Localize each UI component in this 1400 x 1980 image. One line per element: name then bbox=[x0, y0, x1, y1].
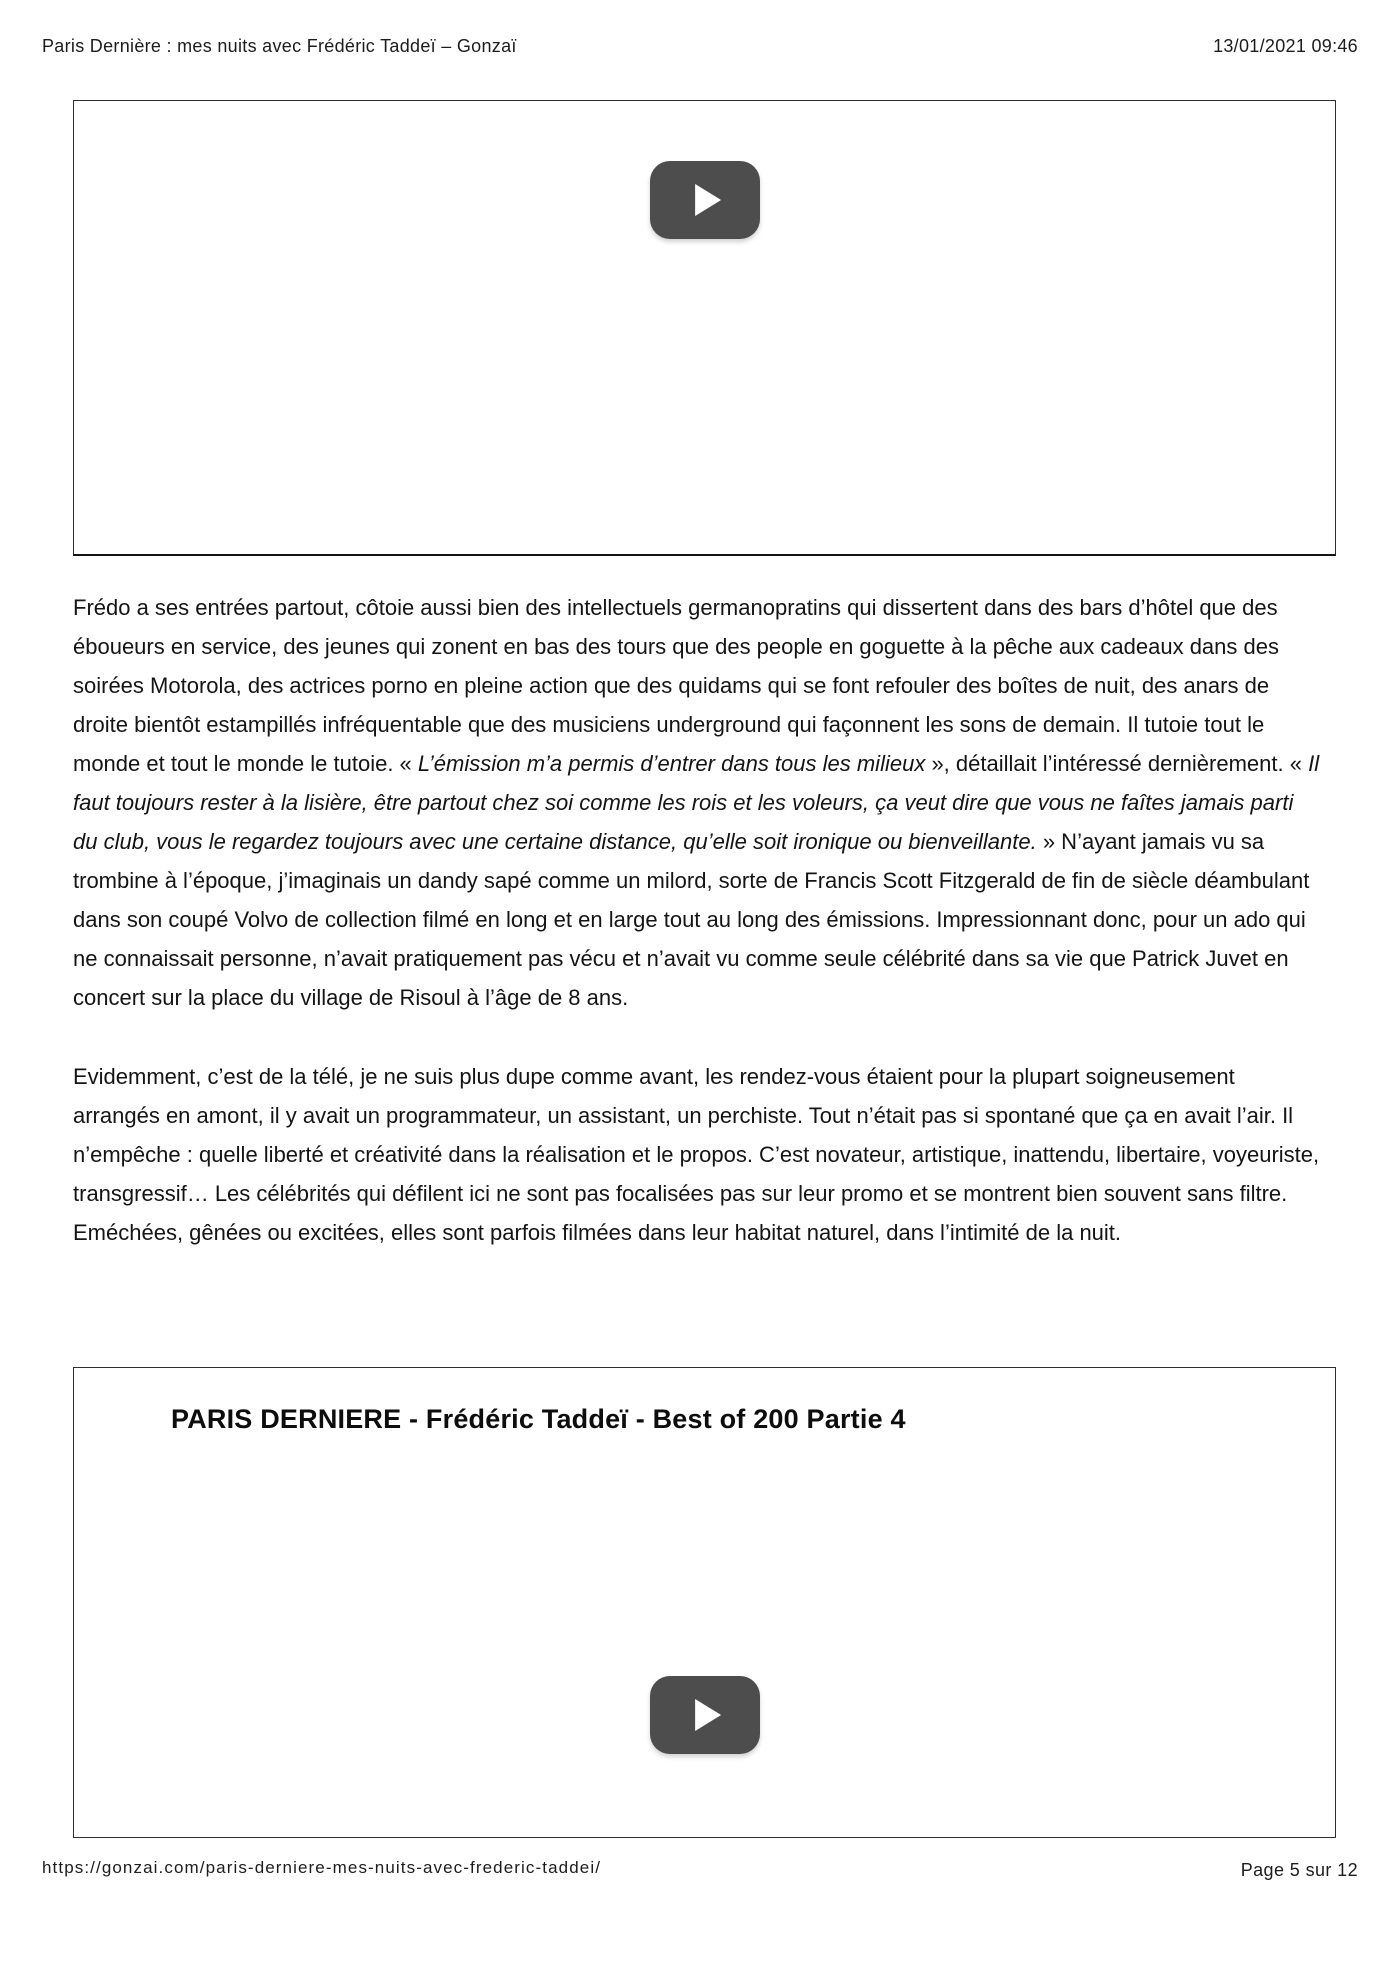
page-header-title: Paris Dernière : mes nuits avec Frédéric Taddeï – Gonzaï bbox=[42, 36, 517, 56]
video-embed-1 bbox=[73, 100, 1336, 556]
play-icon[interactable] bbox=[650, 1676, 760, 1754]
video-title-link[interactable]: PARIS DERNIERE - Frédéric Taddeï - Best of 200 Partie 4 bbox=[171, 1404, 906, 1434]
video-embed-2 bbox=[73, 1367, 1336, 1838]
article-paragraph: Evidemment, c’est de la télé, je ne suis plus dupe comme avant, les rendez-vous étaient pour la plupart soigneusement arrangés en amont, il y avait un programmateur, un assistant, un perchiste. Tout n’était pas si spontané que ça en avait l’air. Il n’empêche : quelle liberté et créativité dans la réalisation et le propos. C’est novateur, artistique, inattendu, libertaire, voyeuriste, transgressif… Les célébrités qui défilent ici ne sont pas focalisées pas sur leur promo et se montrent bien souvent sans filtre. Eméchées, gênées ou excitées, elles sont parfois filmées dans leur habitat naturel, dans l’intimité de la nuit. bbox=[73, 1064, 1320, 1245]
page-footer-number: Page 5 sur 12 bbox=[1240, 1860, 1358, 1880]
article-body bbox=[73, 588, 1321, 1292]
play-icon[interactable] bbox=[650, 161, 760, 239]
page-footer-url: https://gonzai.com/paris-derniere-mes-nuits-avec-frederic-taddei/ bbox=[42, 1858, 602, 1877]
article-paragraph: Frédo a ses entrées partout, côtoie aussi bien des intellectuels germanopratins qui dissertent dans des bars d’hôtel que des éboueurs en service, des jeunes qui zonent en bas des tours que des people en goguette à la pêche aux cadeaux dans des soirées Motorola, des actrices porno en pleine action que des quidams qui se font refouler des boîtes de nuit, des anars de droite bientôt estampillés infréquentable que des musiciens underground qui façonnent les sons de demain. Il tutoie tout le monde et tout le monde le tutoie. « L’émission m’a permis d’entrer dans tous les milieux », détaillait l’intéressé dernièrement. « Il faut toujours rester à la lisière, être partout chez soi comme les rois et les voleurs, ça veut dire que vous ne faîtes jamais parti du club, vous le regardez toujours avec une certaine distance, qu’elle soit ironique ou bienveillante. » N’ayant jamais vu sa trombine à l’époque, j’imaginais un dandy sapé comme un milord, sorte de Francis Scott Fitzgerald de fin de siècle déambulant dans son coupé Volvo de collection filmé en long et en large tout au long des émissions. Impressionnant donc, pour un ado qui ne connaissait personne, n’avait pratiquement pas vécu et n’avait vu comme seule célébrité dans sa vie que Patrick Juvet en concert sur la place du village de Risoul à l’âge de 8 ans. bbox=[73, 595, 1320, 1010]
page-header-datetime: 13/01/2021 09:46 bbox=[1213, 36, 1358, 56]
